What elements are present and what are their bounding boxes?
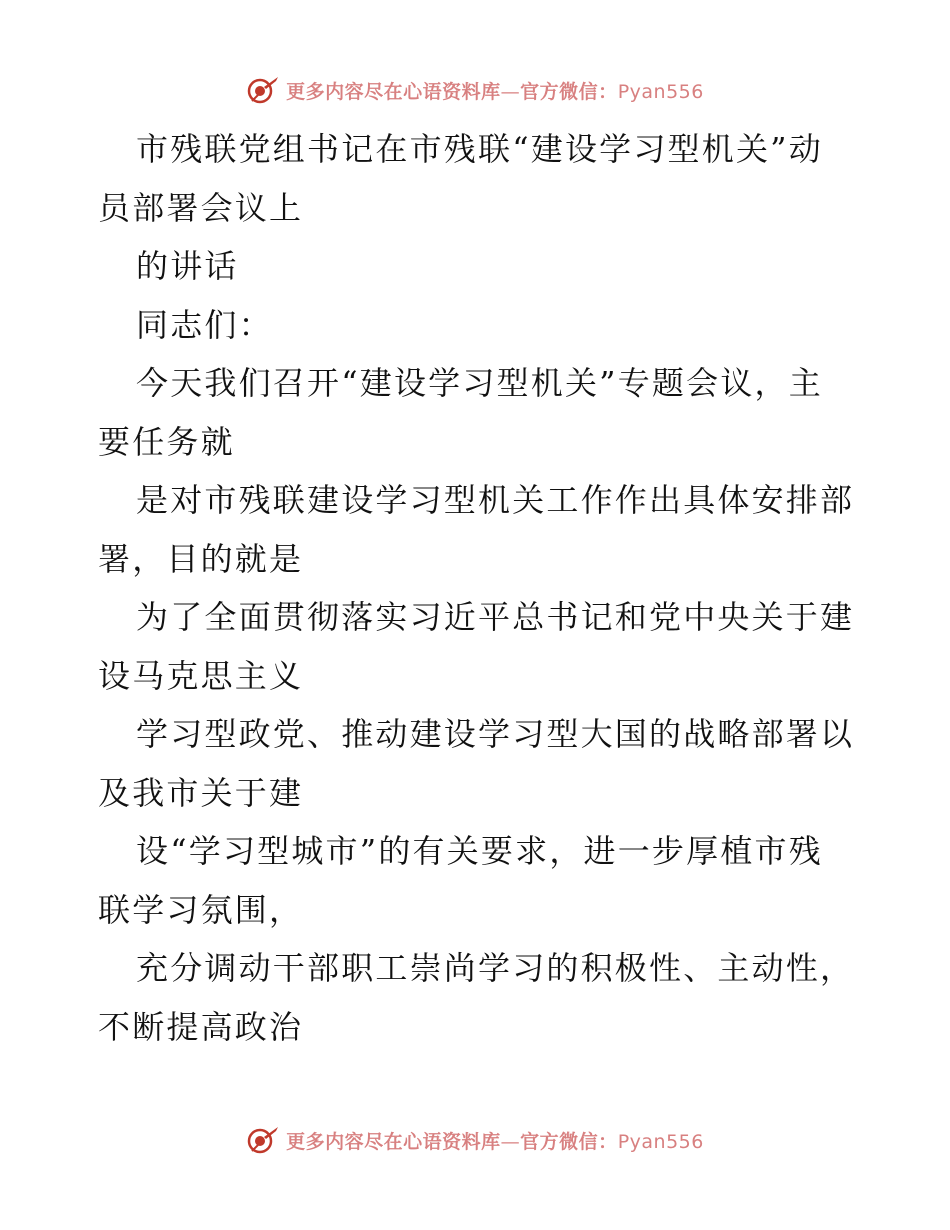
watermark-official: 官方微信：	[520, 80, 618, 103]
paragraph-line: 设“学习型城市”的有关要求，进一步厚植市残	[136, 832, 823, 870]
paragraph-line: 及我市关于建	[98, 773, 304, 812]
paragraph-line: 联学习氛围，	[98, 890, 304, 929]
watermark-text: 更多内容尽在心语资料库	[286, 80, 501, 103]
document-body	[98, 120, 858, 1056]
footer-watermark	[0, 1122, 950, 1158]
title-line-2: 员部署会议上	[98, 188, 304, 227]
header-watermark	[0, 72, 950, 108]
paragraph-line: 不断提高政治	[98, 1007, 304, 1046]
watermark-separator: —	[500, 80, 521, 103]
paragraph-line: 署，目的就是	[98, 539, 304, 578]
paragraph-line: 是对市残联建设学习型机关工作作出具体安排部	[136, 481, 855, 519]
paragraph-line: 要任务就	[98, 422, 235, 461]
paragraph-line: 充分调动干部职工崇尚学习的积极性、主动性，	[136, 949, 855, 987]
watermark-wechat-id: Pyan556	[617, 80, 704, 103]
quill-logo-icon	[246, 1125, 280, 1155]
paragraph-line: 学习型政党、推动建设学习型大国的战略部署以	[136, 715, 855, 753]
watermark-wechat-id: Pyan556	[617, 1130, 704, 1153]
paragraph-line: 为了全面贯彻落实习近平总书记和党中央关于建	[136, 598, 855, 636]
title-line-1: 市残联党组书记在市残联“建设学习型机关”动	[136, 130, 823, 168]
watermark-separator: —	[500, 1130, 521, 1153]
title-line-3: 的讲话	[136, 247, 239, 285]
paragraph-line: 设马克思主义	[98, 656, 304, 695]
salutation: 同志们：	[136, 305, 273, 344]
watermark-text: 更多内容尽在心语资料库	[286, 1130, 501, 1153]
watermark-official: 官方微信：	[520, 1130, 618, 1153]
quill-logo-icon	[246, 75, 280, 105]
paragraph-line: 今天我们召开“建设学习型机关”专题会议，主	[136, 364, 823, 402]
